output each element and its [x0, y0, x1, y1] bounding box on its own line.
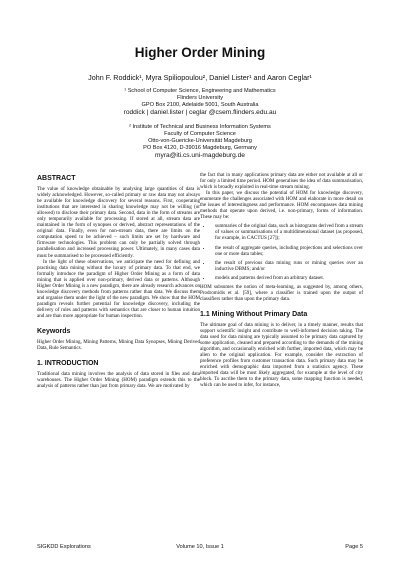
introduction-heading: 1. INTRODUCTION — [37, 360, 99, 368]
footer-journal: SIGKDD Explorations — [37, 544, 91, 550]
affiliation-1 — [0, 88, 400, 118]
paper-title: Higher Order Mining — [134, 45, 266, 60]
body-paragraph: The ultimate goal of data mining is to deliver, in a timely manner, results that support scientific insight and contribute to well-informed decision taking. The data used for data mining are typically assumed to be primary data captured by some application, cleaned and prepared according to the demands of the mining algorithm, and occasionally enriched with further, imported data, which may be alien to the original application. For example, consider the extraction of preference profiles from customer transaction data. Such primary data may be enriched with demographic data imported from a statistics agency. These imported data will be most likely aggregated, for example at the level of city block. To ascribe them to the primary data, some mapping function is needed, which can be used to infer, for instance, — [200, 321, 363, 389]
left-column — [37, 172, 200, 389]
affiliation-1-line: GPO Box 2100, Adelaide 5001, South Australia — [141, 102, 259, 109]
affiliation-2-line: ² Institute of Technical and Business Information Systems — [129, 124, 271, 130]
affiliation-1-line: Flinders University — [176, 95, 223, 102]
abstract-paragraph: In the light of these observations, we anticipate the need for defining and practising data mining without the luxury of primary data. To that end, we formally introduce the paradigm of Higher Order Mining as a form of data mining that is applied over non-primary, derived data or patterns. Although Higher Order Mining is a new paradigm, there are already research advances on knowledge discovery methods from patterns rather than data. We discuss them and organise them under the light of the new paradigm. We show that the HOM paradigm reveals further potential for knowledge discovery, including the delivery of rules and patterns with semantics that are closer to human intuition and are than more appropriate for human inspection. — [37, 258, 200, 319]
keywords-heading: Keywords — [37, 328, 71, 336]
list-item: • the result of previous data mining runs or mining queries over an inductive DBMS; and/or — [212, 260, 363, 272]
footer-page-number: Page 5 — [345, 544, 363, 550]
list-item: • summaries of the original data, such as histograms derived from a stream of values or summarisations of a multidimensional dataset (as proposed, for example, in CACTUS [27]); — [212, 223, 363, 241]
affiliation-2 — [0, 124, 400, 161]
introduction-paragraph: Traditional data mining involves the analysis of data stored in files and data warehouses. The Higher Order Mining (HOM) paradigm extends this to the analysis of patterns rather than just from primary data. We are motivated by — [37, 371, 200, 390]
author-list: John F. Roddick¹, Myra Spiliopoulou², Daniel Lister¹ and Aaron Ceglar¹ — [88, 73, 312, 82]
footer-volume: Volume 10, Issue 1 — [176, 544, 224, 550]
list-item: • the result of aggregate queries, including projections and selections over one or more data tables; — [212, 245, 363, 257]
affiliation-2-line: PO Box 4120, D-39016 Magdeburg, Germany — [143, 145, 257, 152]
body-paragraph: HOM subsumes the notion of meta-learning, as suggested by, among others, Prodromidis et al. [59], where a classifier is trained upon the output of classifiers rather than upon the primary data. — [200, 283, 363, 302]
affiliation-1-line: ¹ School of Computer Science, Engineering and Mathematics — [124, 88, 276, 94]
subsection-heading: 1.1 Mining Without Primary Data — [200, 310, 308, 318]
affiliation-1-email: roddick | daniel.lister | ceglar @csem.flinders.edu.au — [123, 109, 277, 117]
abstract-paragraph: The value of knowledge obtainable by analysing large quantities of data is widely acknowledged. However, so-called primary or raw data may not always be available for knowledge discovery for several reasons. First, cooperating institutions that are interested in sharing knowledge may not be willing (or allowed) to disclose their primary data. Second, data in the form of streams are only temporarily available for processing. If stored at all, stream data are maintained in the form of synopses or derived, abstract representations of the original data. Finally, even for non-stream data, there are limits on the computation speed to be achieved – such limits are set by hardware and firmware technologies. This problem can only be partially solved through parallelisation and increased processing power. Ultimately, in many cases data must be summarised to be processed efficiently. — [37, 186, 200, 259]
affiliation-2-line: Faculty of Computer Science — [164, 131, 236, 138]
list-item: • models and patterns derived from an arbitrary dataset. — [212, 275, 363, 281]
affiliation-2-email: myra@iti.cs.uni-magdeburg.de — [155, 152, 245, 160]
keywords-text: Higher Order Mining, Mining Patterns, Mining Data Synopses, Mining Derived Data, Rule Semantics. — [37, 339, 200, 352]
derived-forms-list — [200, 223, 363, 280]
body-paragraph: In this paper, we discuss the potential of HOM for knowledge discovery, enumerate the challenges associated with HOM and elaborate in more detail on the issues of interestingness and performance. HOM encompasses data mining methods that operate upon derived, i.e. non-primary, forms of information. These may be: — [200, 190, 363, 221]
right-column — [200, 172, 363, 388]
body-paragraph: the fact that in many applications primary data are either not available at all or for only a limited time period. HOM generalises the idea of data summarisation, which is broadly exploited in real-time stream mining. — [200, 172, 363, 191]
abstract-heading: ABSTRACT — [37, 175, 76, 182]
affiliation-2-line: Otto-von-Guericke-Universität Magdeburg — [148, 138, 252, 145]
